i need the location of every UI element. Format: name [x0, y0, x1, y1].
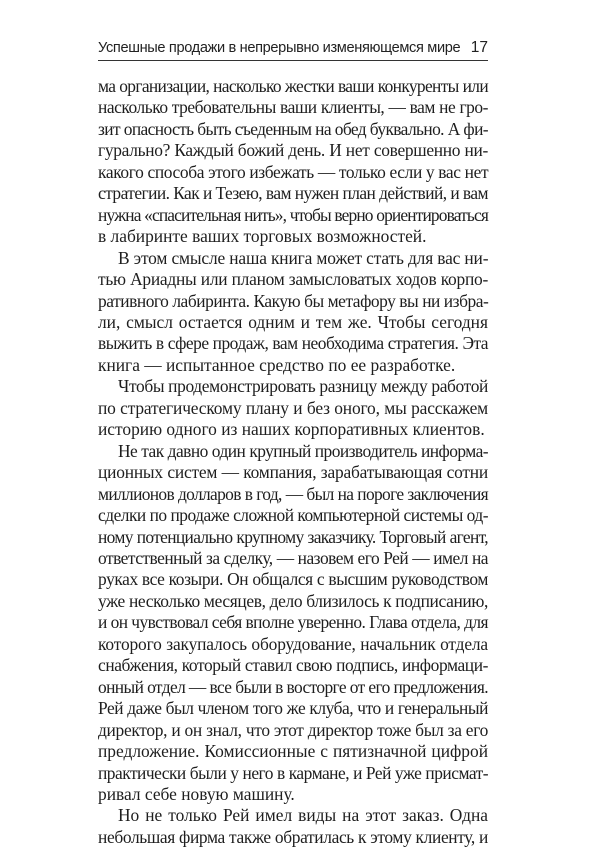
- text-line: Не так давно один крупный производитель информа-: [118, 440, 488, 461]
- text-line: ционных систем — компания, зарабатывающая сотни: [98, 462, 488, 483]
- text-line: директор, и он знал, что этот директор тоже был за его: [98, 719, 488, 740]
- paragraph-1: [98, 76, 488, 248]
- text-line: В этом смысле наша книга может стать для вас ни-: [118, 247, 489, 268]
- text-line: насколько требовательны ваши клиенты, — вам не гро-: [98, 97, 488, 118]
- text-line: и он чувствовал себя вполне уверенно. Глава отдела, для: [98, 612, 488, 633]
- text-line: тью Ариадны или планом замысловатых ходов корпо-: [98, 269, 488, 290]
- text-line: практически были у него в кармане, и Рей уже присмат-: [98, 762, 488, 783]
- text-line: ному потенциально крупному заказчику. Торговый агент,: [98, 526, 488, 547]
- body-text: [98, 76, 488, 848]
- text-line: онный отдел — все были в восторге от его предложения.: [98, 676, 488, 697]
- text-line: какого способа этого избежать — только если у вас нет: [98, 161, 489, 182]
- text-line: Рей даже был членом того же клуба, что и генеральный: [98, 698, 488, 719]
- text-line: уже несколько месяцев, дело близилось к подписанию,: [98, 590, 488, 611]
- text-line: Но не только Рей имел виды на этот заказ. Одна: [118, 805, 488, 826]
- text-line: которого закупалось оборудование, начальник отдела: [98, 633, 488, 654]
- text-line: ративного лабиринта. Какую бы метафору вы ни избра-: [98, 290, 489, 311]
- text-line: Чтобы продемонстрировать разницу между работой: [118, 376, 488, 397]
- text-line: ривал себе новую машину.: [98, 783, 295, 804]
- text-line: ма организации, насколько жестки ваши конкуренты или: [98, 76, 488, 96]
- text-line: книга — испытанное средство по ее разработке.: [98, 354, 456, 375]
- paragraph-4: [98, 441, 488, 806]
- paragraph-2: [98, 248, 488, 377]
- text-line: по стратегическому плану и без оного, мы расскажем: [98, 397, 488, 418]
- text-line: снабжения, который ставил свою подпись, информаци-: [98, 655, 488, 676]
- text-line: выжить в сфере продаж, вам необходима стратегия. Эта: [98, 333, 488, 354]
- text-line: историю одного из наших корпоративных клиентов.: [98, 419, 485, 440]
- text-line: предложение. Комиссионные с пятизначной цифрой: [98, 741, 488, 762]
- text-line: зит опасность быть съеденным на обед буквально. А фи-: [98, 118, 488, 139]
- text-line: стратегии. Как и Тезею, вам нужен план действий, и вам: [98, 183, 488, 204]
- text-line: нужна «спасительная нить», чтобы верно ориентироваться: [98, 204, 488, 225]
- paragraph-5: [98, 805, 488, 848]
- text-line: небольшая фирма также обратилась к этому клиенту, и: [98, 826, 488, 847]
- text-line: гурально? Каждый божий день. И нет совершенно ни-: [98, 140, 488, 161]
- text-line: ли, смысл остается одним и тем же. Чтобы сегодня: [98, 311, 488, 332]
- paragraph-3: [98, 376, 488, 440]
- text-line: руках все козыри. Он общался с высшим руководством: [98, 569, 488, 590]
- running-header: [98, 39, 488, 57]
- text-line: в лабиринте ваших торговых возможностей.: [98, 226, 427, 247]
- text-line: ответственный за сделку, — назовем его Рей — имел на: [98, 547, 488, 568]
- page-number: 17: [470, 39, 488, 56]
- running-title: Успешные продажи в непрерывно изменяющемся мире: [98, 40, 461, 56]
- text-line: миллионов долларов в год, — был на пороге заключения: [98, 483, 488, 504]
- header-rule: [98, 60, 488, 61]
- text-line: сделки по продаже сложной компьютерной системы од-: [98, 505, 488, 526]
